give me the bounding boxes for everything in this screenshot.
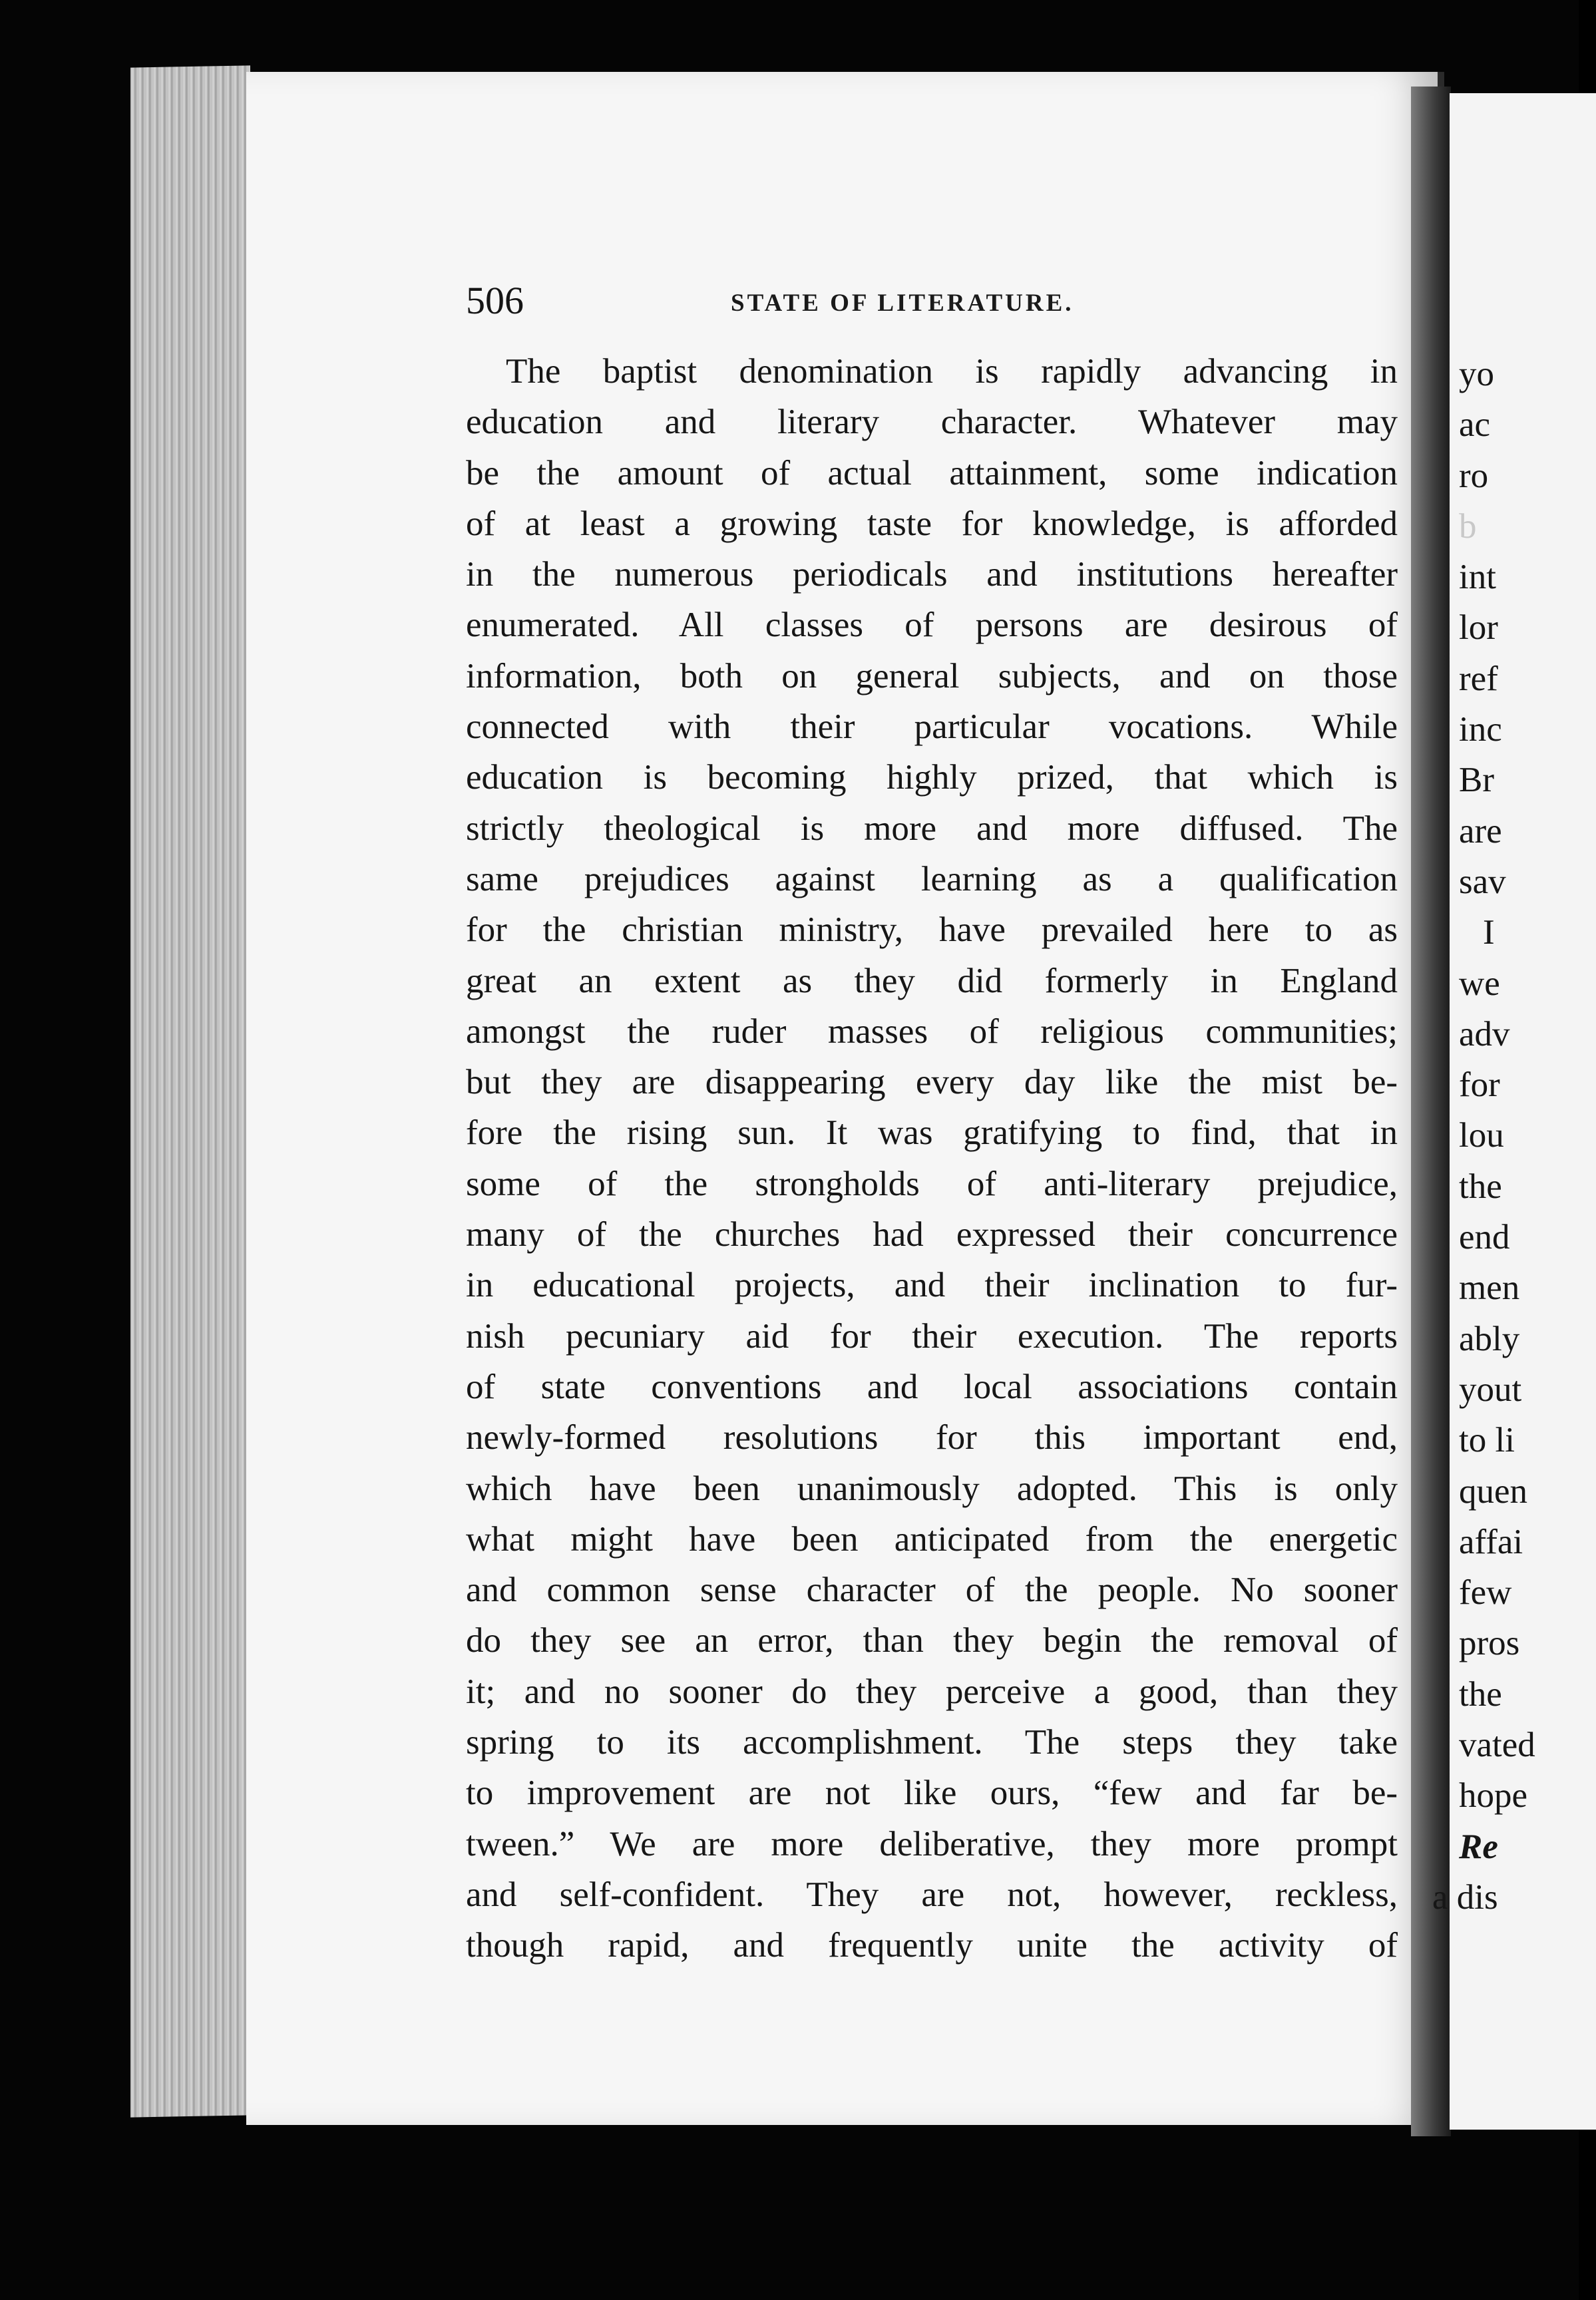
page-edges [130,65,250,2117]
text-line: in educational projects, and their inclination to fur- [466,1266,1398,1305]
facing-page-line: Br [1459,761,1494,800]
facing-page-line: lou [1459,1116,1504,1155]
facing-page-line: quen [1459,1471,1528,1511]
facing-page-line: sav [1459,862,1506,901]
facing-page-line: we [1459,964,1500,1003]
text-line: for the christian ministry, have prevailed here to as [466,910,1398,950]
facing-page-line: int [1459,558,1496,597]
facing-page-line: are [1459,811,1502,851]
text-line: connected with their particular vocations. While [466,707,1398,747]
facing-page-line: men [1459,1268,1520,1308]
text-line: some of the strongholds of anti-literary prejudice, [466,1164,1398,1203]
text-line: same prejudices against learning as a qualification [466,859,1398,898]
text-line: nish pecuniary aid for their execution. The reports [466,1316,1398,1356]
facing-page-line: inc [1459,710,1502,749]
facing-page-line: pros [1459,1624,1520,1663]
page-number: 506 [466,279,524,322]
text-line: and common sense character of the people. No sooner [466,1571,1398,1610]
text-line: though rapid, and frequently unite the activity of [466,1926,1398,1965]
facing-page-line: lor [1459,608,1498,648]
text-line: information, both on general subjects, and on those [466,656,1398,695]
facing-page-line: for [1459,1065,1500,1105]
text-line: it; and no sooner do they perceive a good, than they [466,1672,1398,1711]
right-page [1432,93,1596,2130]
text-line: what might have been anticipated from the energetic [466,1519,1398,1559]
facing-page-line: Re [1459,1827,1498,1866]
facing-page-line: yo [1459,355,1494,393]
book-gutter [1411,87,1451,2136]
facing-page-line: b [1459,506,1477,546]
text-line: The baptist denomination is rapidly advancing in [506,352,1398,391]
running-head [466,278,1398,331]
text-line: but they are disappearing every day like the mist be- [466,1063,1398,1102]
text-line: education and literary character. Whatever may [466,403,1398,442]
facing-page-line: affai [1459,1522,1523,1561]
text-line: and self-confident. They are not, however, reckless, [466,1875,1398,1914]
text-line: many of the churches had expressed their concurrence [466,1215,1398,1254]
facing-page-line: the [1459,1674,1502,1714]
text-line: spring to its accomplishment. The steps they take [466,1723,1398,1762]
facing-page-line: end [1459,1218,1510,1257]
facing-page-line: the [1459,1167,1502,1206]
text-line: of at least a growing taste for knowledge, is afforded [466,504,1398,543]
facing-page-line: adv [1459,1014,1510,1054]
text-line: great an extent as they did formerly in England [466,961,1398,1000]
facing-page-text [1432,349,1535,1923]
facing-page-line: a dis [1432,1877,1498,1917]
body-paragraph [466,346,1398,1971]
text-line: amongst the ruder masses of religious communities; [466,1012,1398,1051]
text-line: enumerated. All classes of persons are desirous of [466,606,1398,645]
facing-page-line: ac [1459,405,1491,445]
text-line: be the amount of actual attainment, some indication [466,453,1398,492]
text-line: in the numerous periodicals and institutions hereafter [466,555,1398,594]
facing-page-line: ro [1459,456,1489,495]
running-title: STATE OF LITERATURE. [731,289,1074,317]
text-line: strictly theological is more and more diffused. The [466,809,1398,848]
facing-page-line: ref [1459,659,1498,698]
text-line: of state conventions and local associations contain [466,1367,1398,1406]
text-line: which have been unanimously adopted. This is only [466,1469,1398,1508]
text-line: fore the rising sun. It was gratifying to find, that in [466,1113,1398,1153]
facing-page-line: vated [1459,1726,1535,1765]
text-line: education is becoming highly prized, that which is [466,758,1398,797]
text-line: tween.” We are more deliberative, they more prompt [466,1824,1398,1863]
text-line: newly-formed resolutions for this important end, [466,1418,1398,1457]
facing-page-line: to li [1459,1421,1515,1460]
text-line: to improvement are not like ours, “few and far be- [466,1774,1398,1813]
text-line: do they see an error, than they begin the removal of [466,1621,1398,1660]
facing-page-line: hope [1459,1776,1528,1816]
facing-page-line: yout [1459,1370,1522,1409]
facing-page-line: I [1483,913,1495,952]
facing-page-line: ably [1459,1319,1520,1358]
facing-page-line: few [1459,1573,1512,1613]
